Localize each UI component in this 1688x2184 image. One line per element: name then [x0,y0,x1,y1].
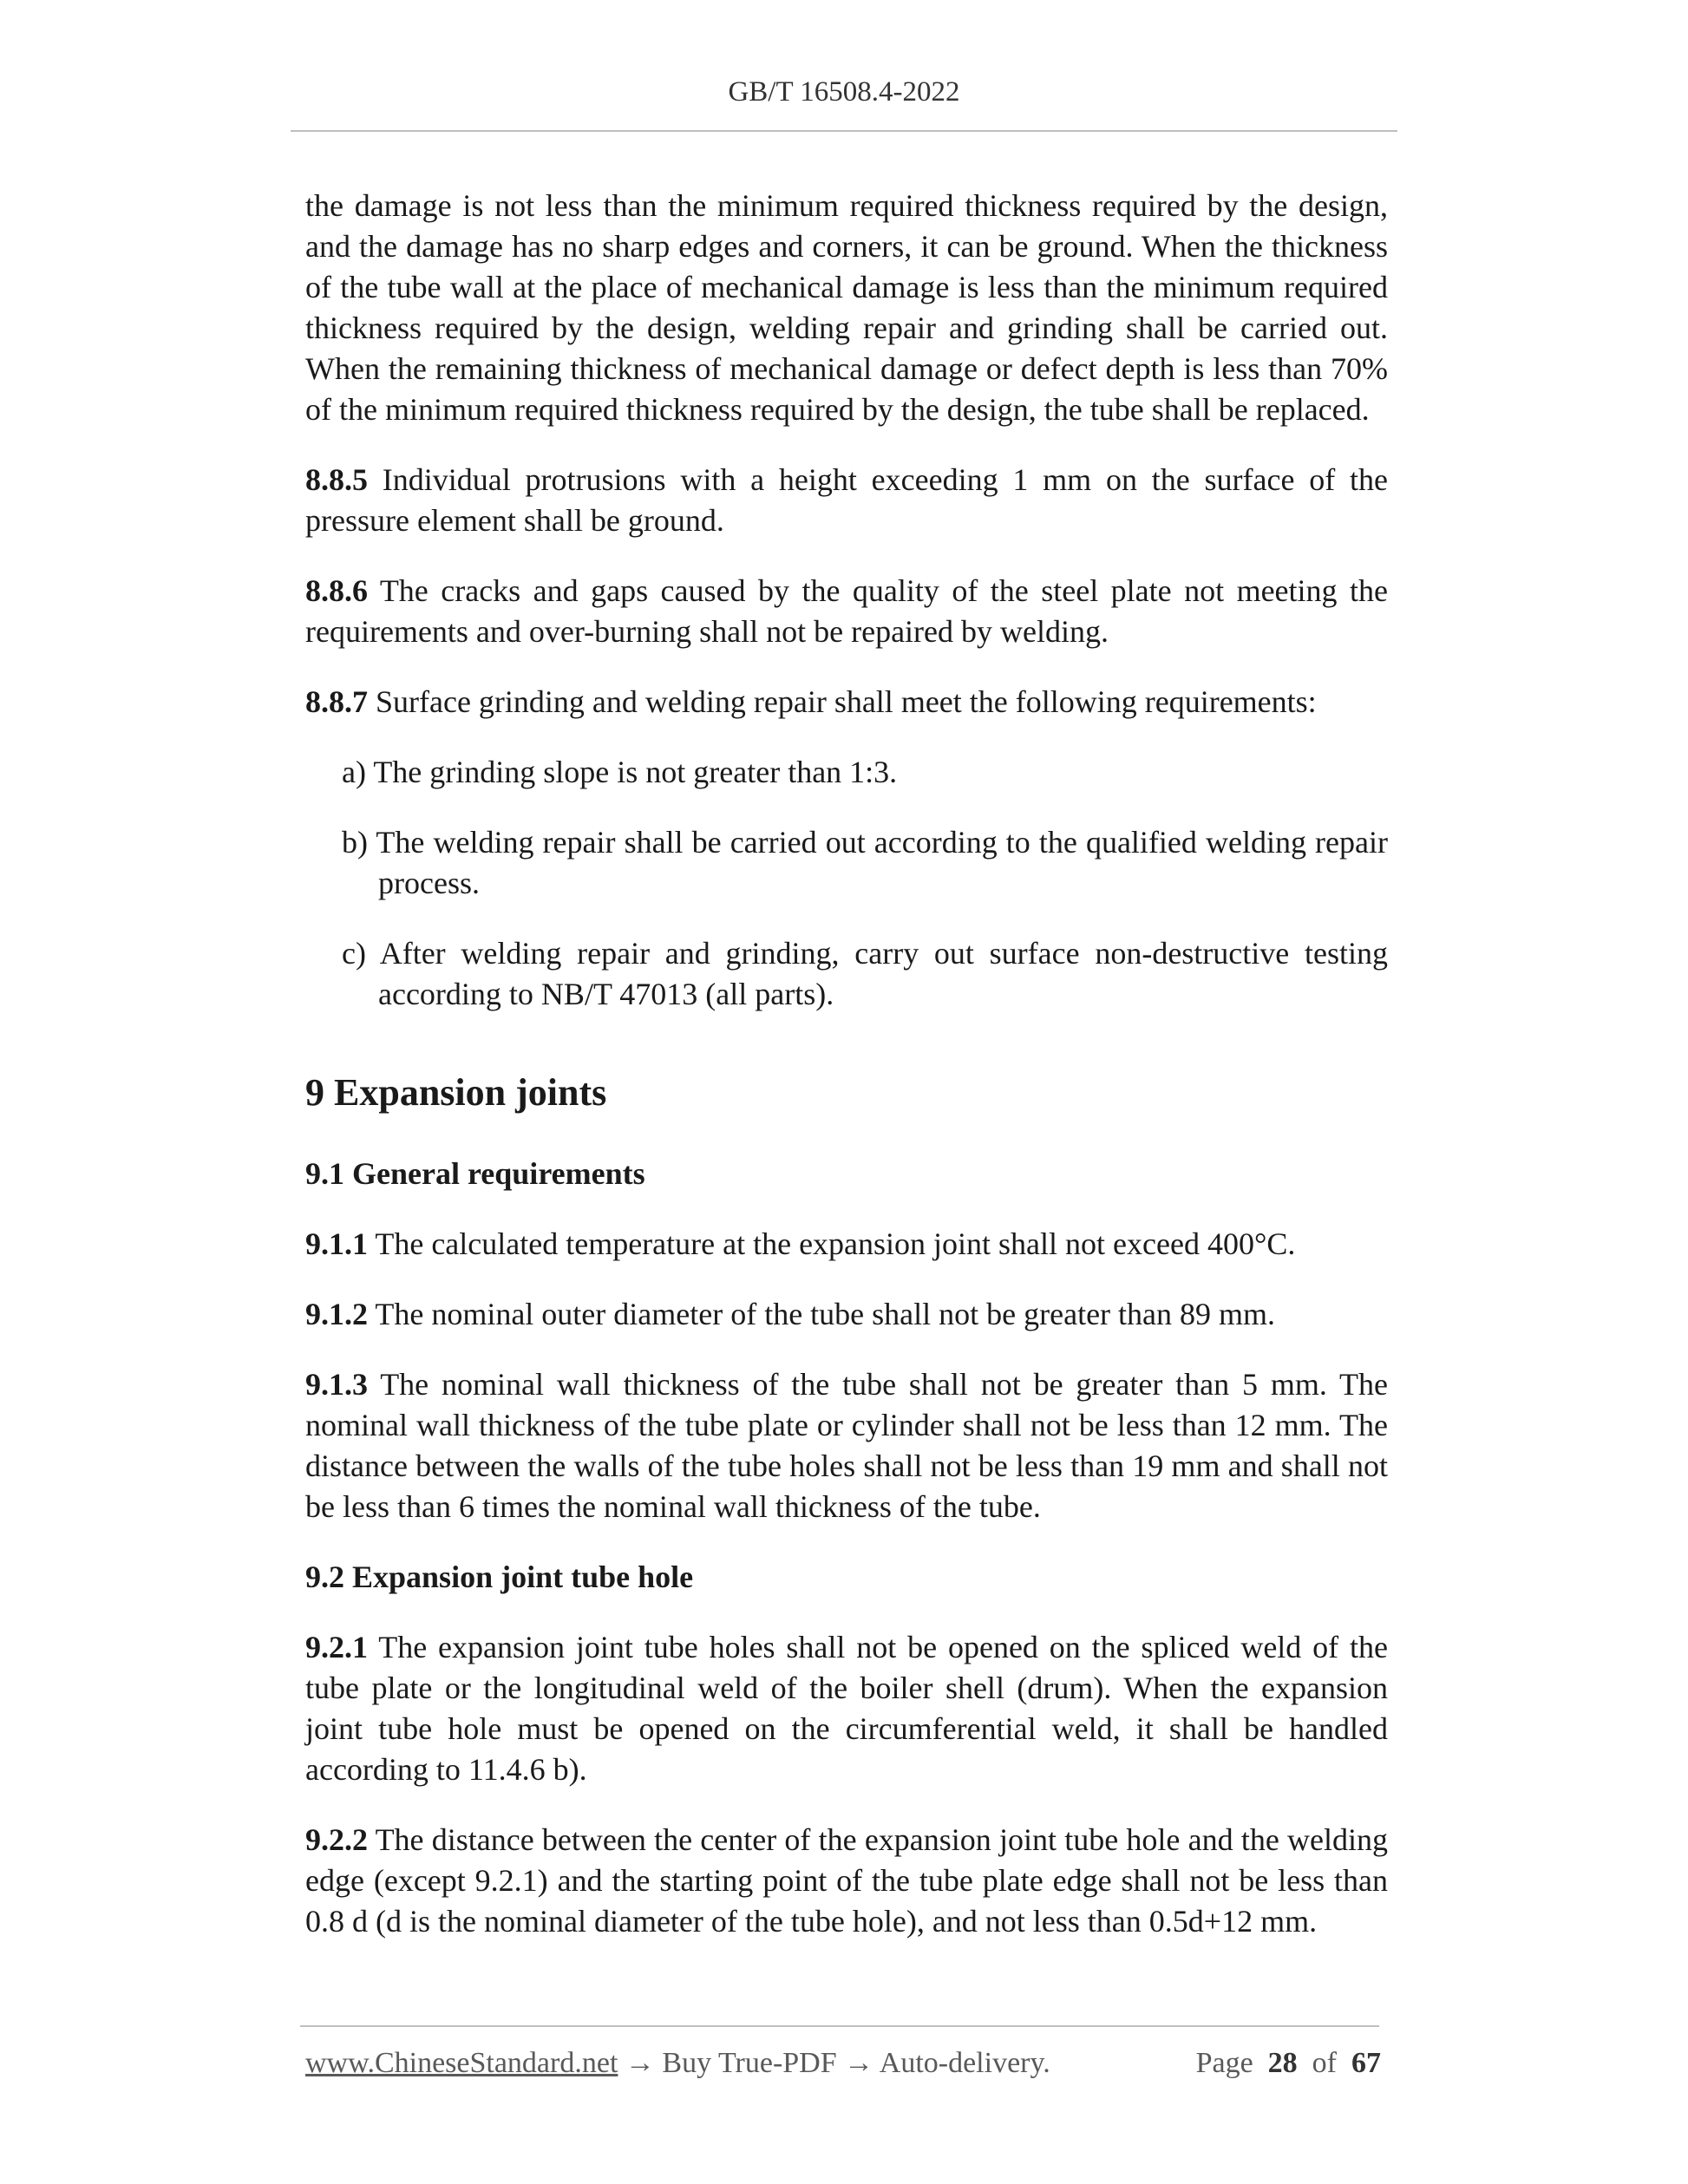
list-item-c: c) After welding repair and grinding, carry out surface non-destructive testing according to NB/T 47013 (all parts). [342,936,1388,1011]
clause-8-8-5 [305,460,1388,541]
clause-number: 9.1.2 [305,1297,368,1331]
list-item-b: b) The welding repair shall be carried out according to the qualified welding repair process. [342,825,1388,900]
paragraph-continued: the damage is not less than the minimum required thickness required by the design, and the damage has no sharp edges and corners, it can be ground. When the thickness of the tube wall at the place of mechanical damage is less than the minimum required thickness required by the design, welding repair and grinding shall be carried out. When the remaining thickness of mechanical damage or defect depth is less than 70% of the minimum required thickness required by the design, the tube shall be replaced. [305,188,1388,427]
clause-text: The nominal outer diameter of the tube shall not be greater than 89 mm. [368,1297,1276,1331]
page-number: 28 [1267,2047,1298,2079]
clause-9-2-2 [305,1820,1388,1942]
header-divider [291,130,1397,132]
clause-text: The expansion joint tube holes shall not be opened on the spliced weld of the tube plate or the longitudinal weld of the boiler shell (drum). When the expansion joint tube hole must be opened on the circumferential weld, it shall be handled according to 11.4.6 b). [305,1630,1388,1787]
clause-number: 9.2.2 [305,1822,368,1857]
clause-number: 8.8.6 [305,573,368,608]
page-footer [305,2047,1381,2089]
clause-number: 8.8.5 [305,462,368,497]
clause-9-1-3 [305,1364,1388,1527]
section-heading-9-1: 9.1 General requirements [305,1156,645,1191]
page-header: GB/T 16508.4-2022 [728,76,960,108]
clause-8-8-7 [305,682,1388,723]
site-link[interactable]: www.ChineseStandard.net [305,2047,618,2079]
clause-number: 9.1.1 [305,1226,368,1261]
clause-text: The cracks and gaps caused by the quality of the steel plate not meeting the requirements and over-burning shall not be repaired by welding. [305,573,1388,649]
clause-text: The calculated temperature at the expansion joint shall not exceed 400°C. [368,1226,1296,1261]
clause-text: The nominal wall thickness of the tube shall not be greater than 5 mm. The nominal wall thickness of the tube plate or cylinder shall not be less than 12 mm. The distance between the walls of the tube holes shall not be less than 19 mm and shall not be less than 6 times the nominal wall thickness of the tube. [305,1367,1388,1524]
footer-tagline: → Buy True-PDF → Auto-delivery. [618,2047,1050,2079]
of-label: of [1312,2047,1337,2079]
chapter-heading: 9 Expansion joints [305,1071,607,1114]
clause-text: Surface grinding and welding repair shall meet the following requirements: [368,684,1317,719]
page-total: 67 [1351,2047,1381,2079]
footer-promo [305,2047,1050,2080]
clause-9-2-1 [305,1627,1388,1790]
section-heading-9-2: 9.2 Expansion joint tube hole [305,1560,694,1594]
clause-8-8-6 [305,571,1388,652]
list-item-a: a) The grinding slope is not greater than 1:3. [342,755,898,789]
clause-9-1-1 [305,1224,1388,1265]
footer-divider [300,2025,1379,2027]
page-label: Page [1195,2047,1253,2079]
clause-text: The distance between the center of the expansion joint tube hole and the welding edge (except 9.2.1) and the starting point of the tube plate edge shall not be less than 0.8 d (d is the nominal diameter of the tube hole), and not less than 0.5d+12 mm. [305,1822,1388,1939]
clause-number: 9.1.3 [305,1367,368,1402]
clause-text: Individual protrusions with a height exceeding 1 mm on the surface of the pressure element shall be ground. [305,462,1388,538]
page-indicator [1196,2047,1381,2080]
clause-number: 8.8.7 [305,684,368,719]
document-body [305,186,1388,1942]
clause-number: 9.2.1 [305,1630,368,1664]
clause-9-1-2 [305,1294,1388,1335]
